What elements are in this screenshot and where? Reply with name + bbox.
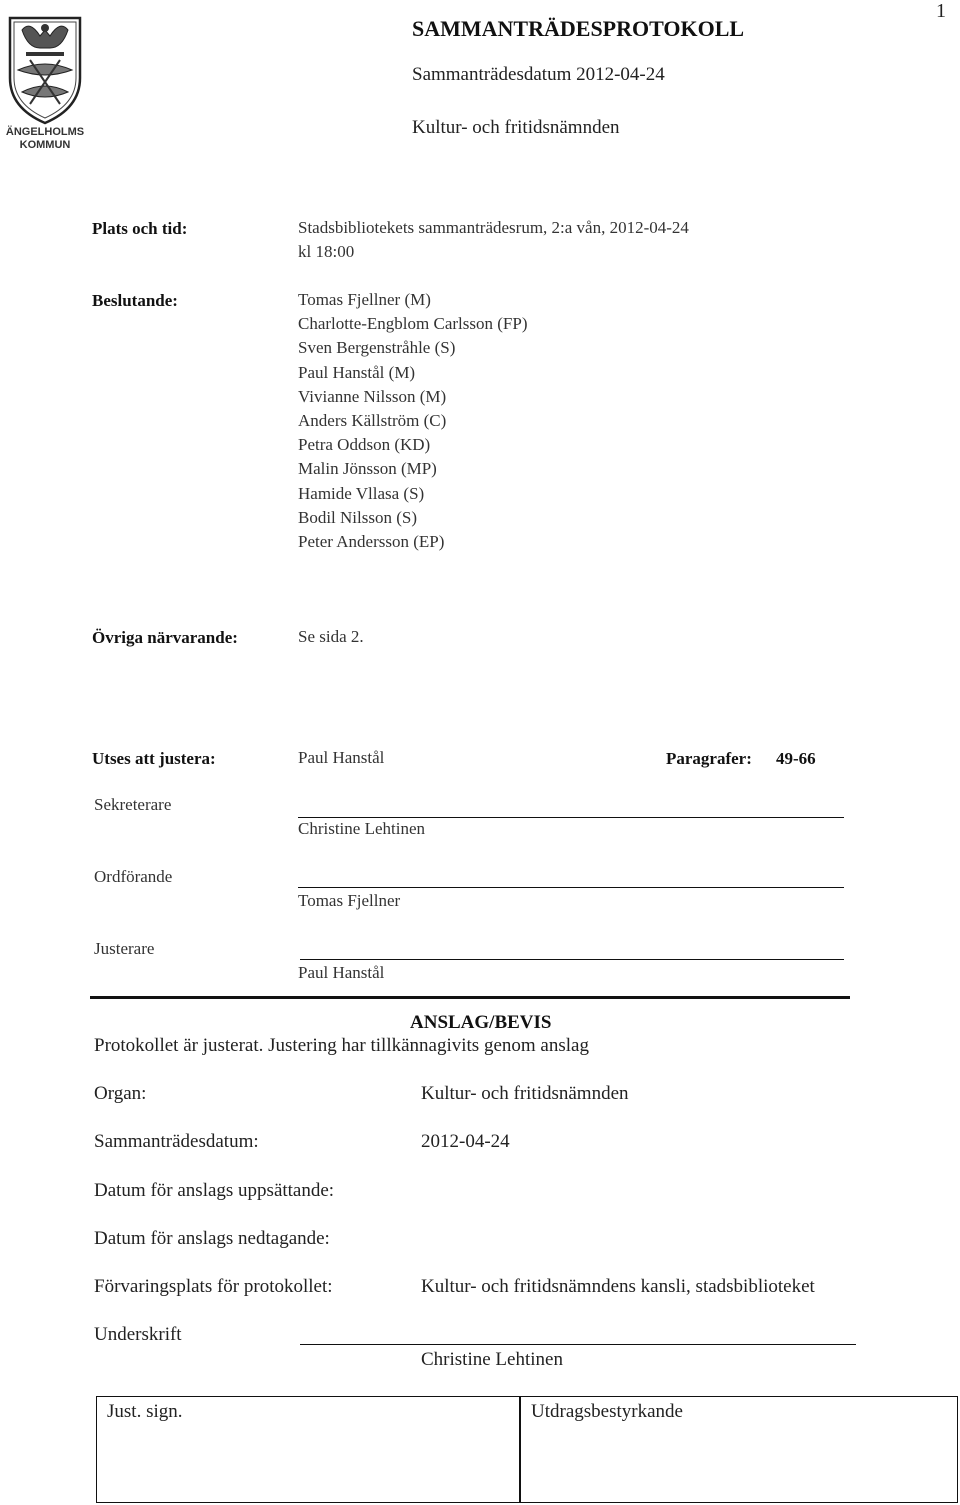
- meeting-date-label: Sammanträdesdatum:: [94, 1131, 259, 1152]
- document-title: SAMMANTRÄDESPROTOKOLL: [412, 16, 745, 41]
- decider-item: Tomas Fjellner (M): [298, 290, 431, 309]
- logo-wordmark: ÄNGELHOLMS KOMMUN: [5, 126, 85, 151]
- decider-item: Peter Andersson (EP): [298, 531, 445, 551]
- signature-line: [298, 887, 844, 888]
- signature-role: Justerare: [94, 939, 155, 958]
- place-label: Plats och tid:: [92, 219, 188, 238]
- deciders-label: Beslutande:: [92, 291, 178, 310]
- place-line: kl 18:00: [298, 242, 355, 262]
- just-sign-box: [96, 1396, 520, 1503]
- page-number: 1: [936, 0, 946, 22]
- decider-item: Charlotte-Engblom Carlsson (FP): [298, 314, 528, 334]
- signature-role: Ordförande: [94, 867, 173, 886]
- paragraphs-value: 49-66: [776, 749, 816, 768]
- organ-label: Organ:: [94, 1083, 147, 1104]
- organ-value: Kultur- och fritidsnämnden: [421, 1083, 629, 1104]
- signature-name: Paul Hanstål: [298, 963, 385, 982]
- committee-name: Kultur- och fritidsnämnden: [412, 117, 620, 138]
- decider-item: Petra Oddson (KD): [298, 435, 431, 455]
- others-present-label: Övriga närvarande:: [92, 628, 238, 647]
- just-sign-label: Just. sign.: [107, 1401, 183, 1422]
- signature-name: Christine Lehtinen: [298, 819, 426, 838]
- decider-item: Paul Hanstål (M): [298, 362, 416, 382]
- meeting-date-value: 2012-04-24: [421, 1131, 510, 1152]
- decider-item: Anders Källström (C): [298, 410, 447, 430]
- meeting-date-line: Sammanträdesdatum 2012-04-24: [412, 64, 665, 85]
- signature-role: Sekreterare: [94, 795, 172, 814]
- adjuster-label: Utses att justera:: [92, 749, 216, 768]
- section-divider: [90, 996, 850, 999]
- decider-item: Hamide Vllasa (S): [298, 483, 425, 503]
- paragraphs-label: Paragrafer:: [666, 749, 752, 768]
- signature-line: [300, 1344, 856, 1345]
- adjuster-name: Paul Hanstål: [298, 748, 385, 767]
- storage-label: Förvaringsplats för protokollet:: [94, 1276, 333, 1297]
- decider-item: Malin Jönsson (MP): [298, 459, 437, 479]
- storage-value: Kultur- och fritidsnämndens kansli, stadsbiblioteket: [421, 1276, 815, 1297]
- signature-line: [300, 959, 844, 960]
- anslag-heading: ANSLAG/BEVIS: [410, 1012, 552, 1033]
- signature-label: Underskrift: [94, 1324, 182, 1345]
- deciders-list: [298, 288, 527, 554]
- decider-item: Sven Bergenstråhle (S): [298, 338, 456, 358]
- coat-of-arms-icon: [0, 8, 90, 126]
- decider-item: Vivianne Nilsson (M): [298, 386, 447, 406]
- utdrag-box: [520, 1396, 958, 1503]
- posted-date-label: Datum för anslags uppsättande:: [94, 1180, 335, 1201]
- signature-name: Christine Lehtinen: [421, 1349, 563, 1370]
- signature-line: [298, 817, 844, 818]
- others-present-value: Se sida 2.: [298, 627, 364, 646]
- place-value: [298, 216, 689, 264]
- anslag-statement: Protokollet är justerat. Justering har tillkännagivits genom anslag: [94, 1035, 589, 1056]
- utdrag-label: Utdragsbestyrkande: [531, 1401, 683, 1422]
- signature-name: Tomas Fjellner: [298, 891, 401, 910]
- place-line: Stadsbibliotekets sammanträdesrum, 2:a vån, 2012-04-24: [298, 218, 689, 237]
- decider-item: Bodil Nilsson (S): [298, 507, 418, 527]
- removed-date-label: Datum för anslags nedtagande:: [94, 1228, 330, 1249]
- municipality-logo: [0, 8, 90, 153]
